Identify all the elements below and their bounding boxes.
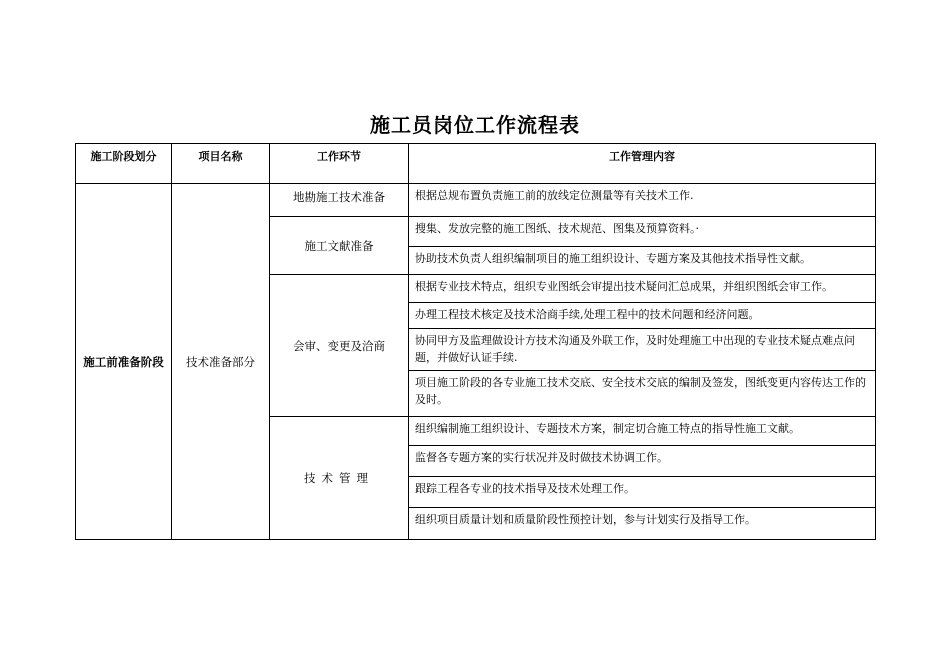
header-step: 工作环节 [270,144,409,184]
step-cell-review: 会审、变更及洽商 [270,275,409,417]
workflow-table [75,143,876,540]
step-cell-management [270,417,409,540]
content-cell: 根据专业技术特点，组织专业图纸会审提出技术疑问汇总成果，并组织图纸会审工作。 [409,275,876,303]
page-title: 施工员岗位工作流程表 [370,113,580,137]
step-cell-survey: 地勘施工技术准备 [270,184,409,217]
table-row [76,184,876,217]
stage-cell: 施工前准备阶段 [76,184,172,540]
header-row [76,144,876,184]
content-cell: 项目施工阶段的各专业施工技术交底、安全技术交底的编制及签发，图纸变更内容传达工作的及时。 [409,371,876,417]
content-cell: 跟踪工程各专业的技术指导及技术处理工作。 [409,477,876,508]
content-cell: 协同甲方及监理做设计方技术沟通及外联工作，及时处理施工中出现的专业技术疑点难点问题，并做好认证手续. [409,329,876,371]
step-cell-documents: 施工文献准备 [270,217,409,275]
content-cell: 组织编制施工组织设计、专题技术方案，制定切合施工特点的指导性施工文献。 [409,417,876,446]
project-cell: 技术准备部分 [172,184,270,540]
content-cell: 根据总规布置负责施工前的放线定位测量等有关技术工作. [409,184,876,217]
header-content: 工作管理内容 [409,144,876,184]
content-cell: 组织项目质量计划和质量阶段性预控计划，参与计划实行及指导工作。 [409,508,876,540]
step-label-management: 技术管理 [304,471,374,485]
content-cell: 搜集、发放完整的施工图纸、技术规范、图集及预算资料。· [409,217,876,247]
content-cell: 监督各专题方案的实行状况并及时做技术协调工作。 [409,446,876,477]
content-cell: 办理工程技术核定及技术洽商手续,处理工程中的技术问题和经济问题。 [409,303,876,329]
header-stage: 施工阶段划分 [76,144,172,184]
content-cell: 协助技术负责人组织编制项目的施工组织设计、专题方案及其他技术指导性文献。 [409,247,876,275]
header-project: 项目名称 [172,144,270,184]
